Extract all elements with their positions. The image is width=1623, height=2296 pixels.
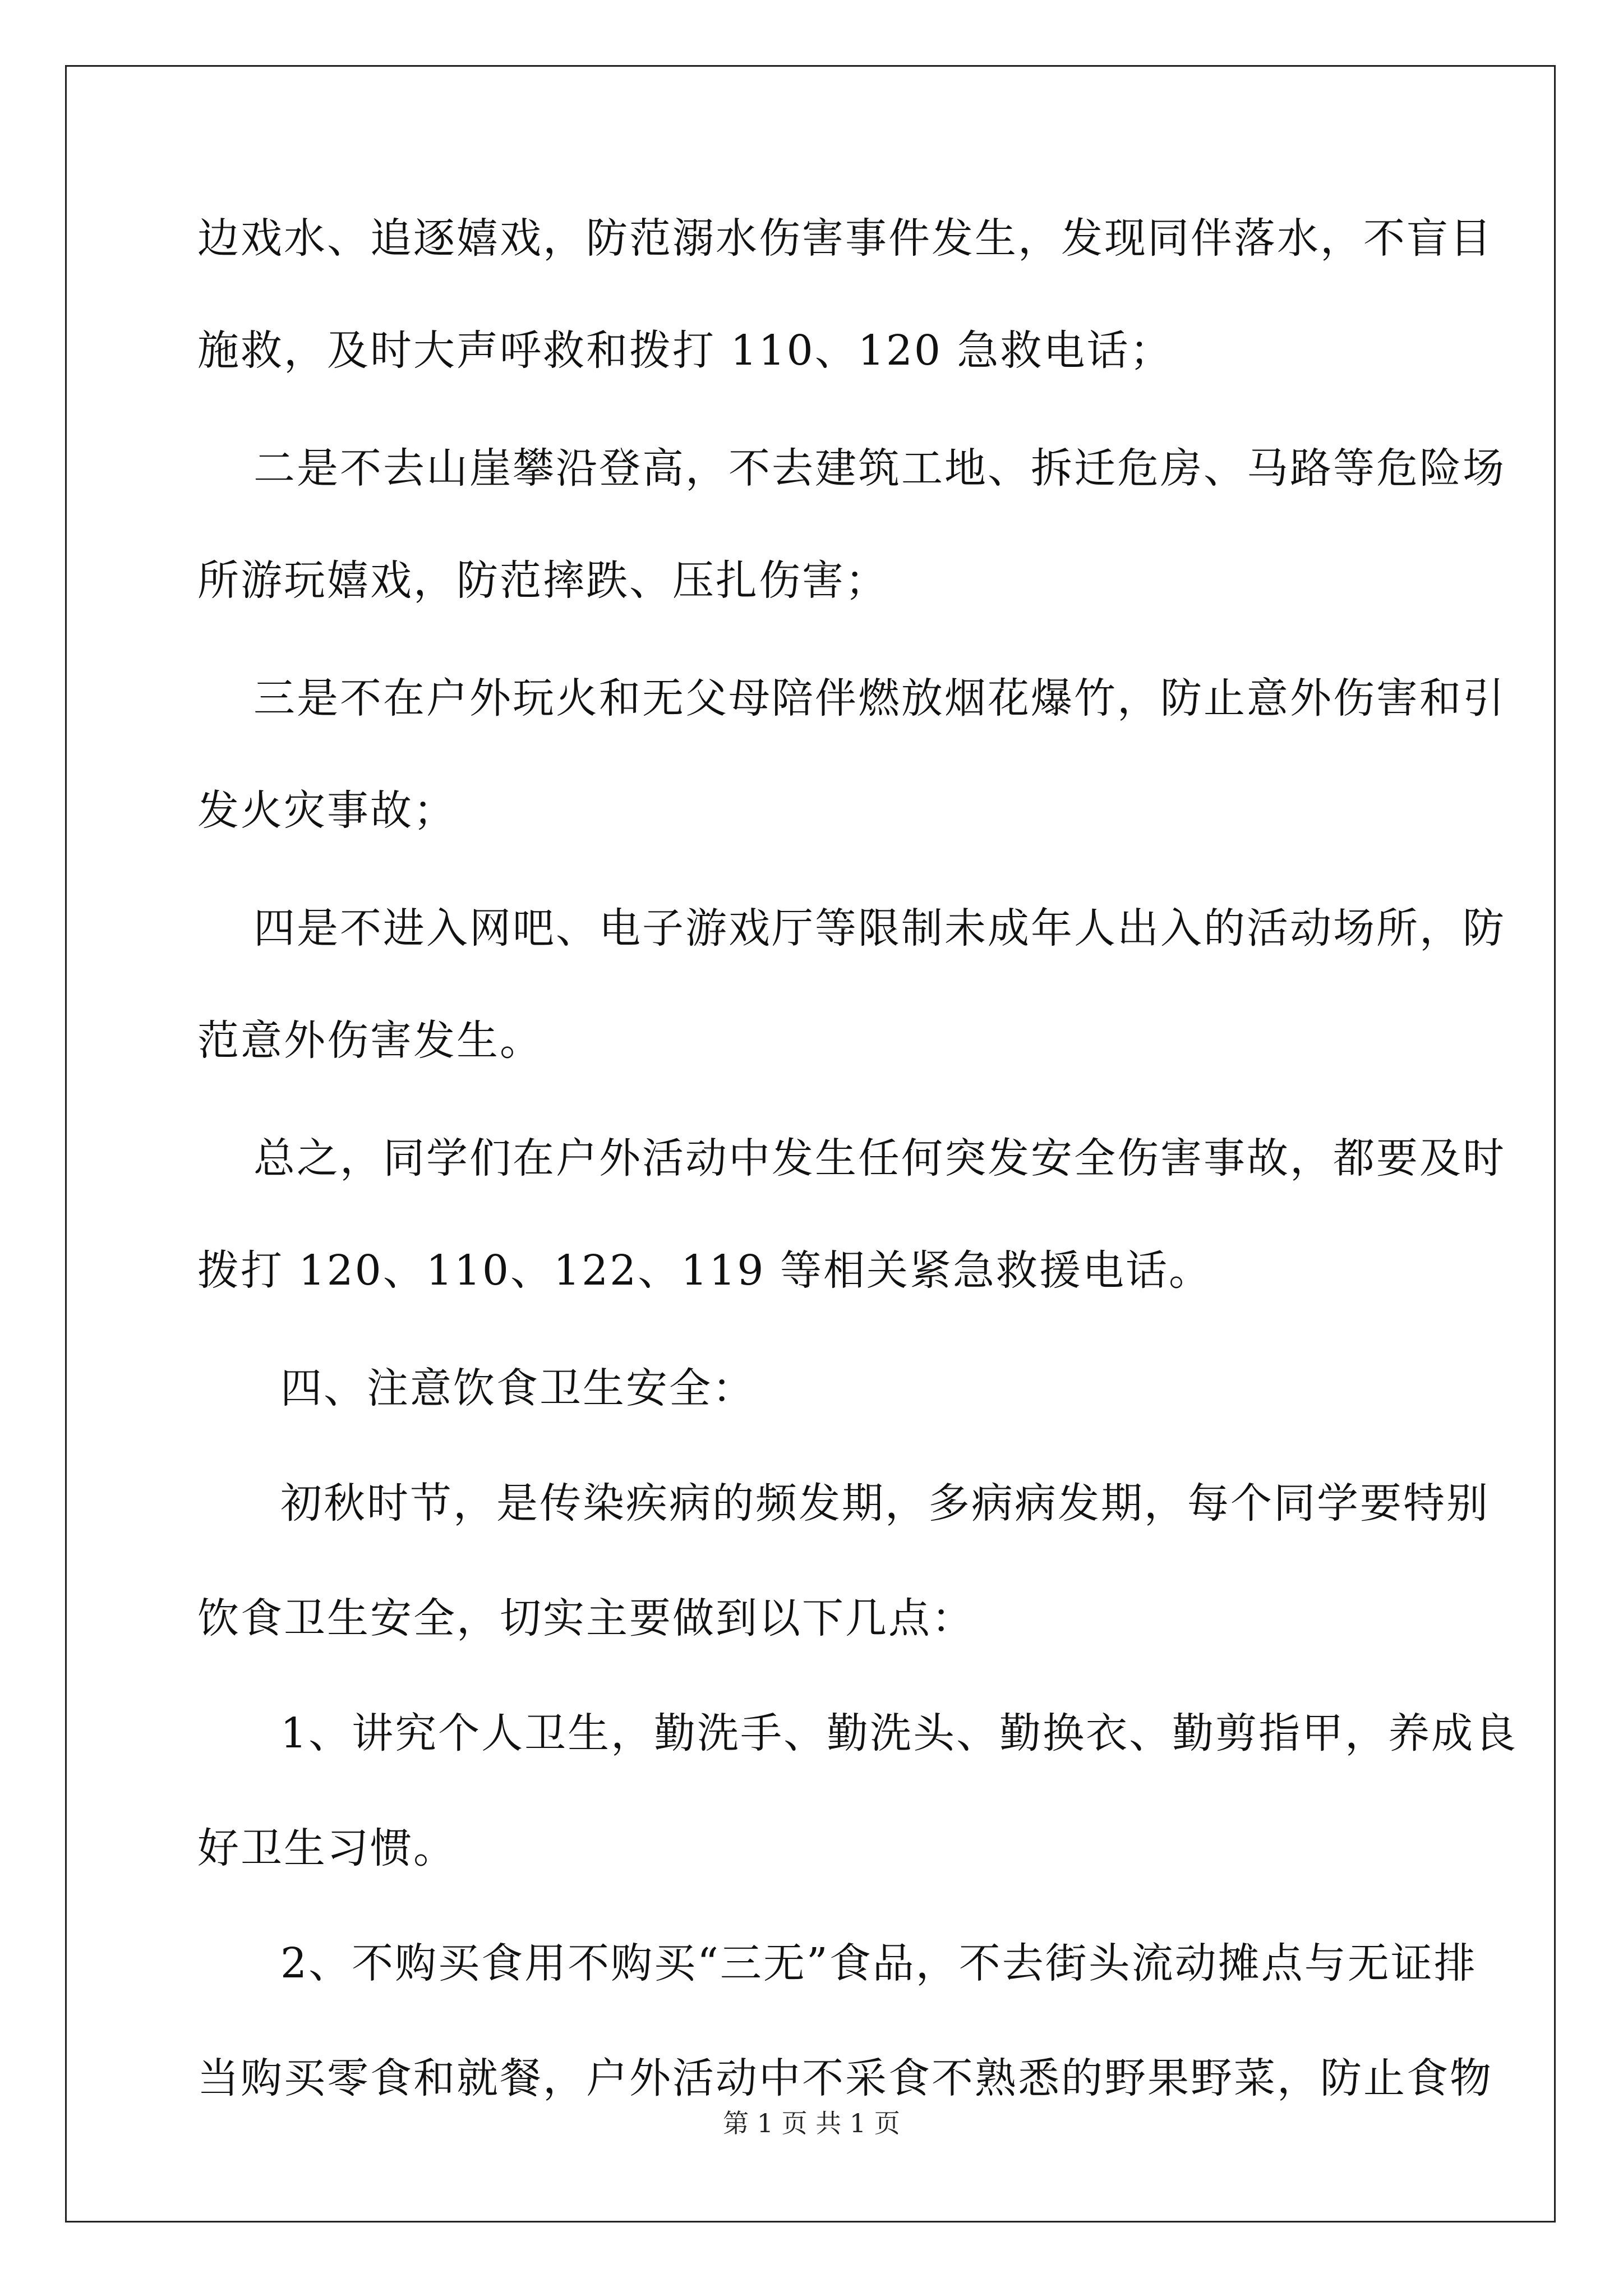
text-line: 所游玩嬉戏，防范摔跌、压扎伤害； [197, 556, 888, 605]
text-line: 三是不在户外玩火和无父母陪伴燃放烟花爆竹，防止意外伤害和引 [253, 674, 1506, 723]
text-line: 1、讲究个人卫生，勤洗手、勤洗头、勤换衣、勤剪指甲，养成良 [280, 1709, 1518, 1757]
text-line: 施救，及时大声呼救和拨打 110、120 急救电话； [197, 326, 1173, 375]
text-line: 拨打 120、110、122、119 等相关紧急救援电话。 [197, 1246, 1212, 1295]
section-heading: 四、注意饮食卫生安全： [280, 1364, 755, 1412]
text-line: 好卫生习惯。 [197, 1824, 457, 1872]
text-line: 四是不进入网吧、电子游戏厅等限制未成年人出入的活动场所，防 [253, 904, 1506, 953]
text-line: 边戏水、追逐嬉戏，防范溺水伤害事件发生，发现同伴落水，不盲目 [197, 214, 1493, 263]
text-line: 2、不购买食用不购买“三无”食品，不去街头流动摊点与无证排 [280, 1939, 1477, 1987]
text-line: 当购买零食和就餐，户外活动中不采食不熟悉的野果野菜，防止食物 [197, 2054, 1493, 2102]
text-line: 二是不去山崖攀沿登高，不去建筑工地、拆迁危房、马路等危险场 [253, 444, 1506, 493]
page-number: 第 1 页 共 1 页 [723, 2108, 900, 2138]
text-line: 发火灾事故； [197, 786, 457, 835]
text-line: 饮食卫生安全，切实主要做到以下几点： [197, 1594, 975, 1642]
text-line: 范意外伤害发生。 [197, 1016, 543, 1065]
text-line: 初秋时节，是传染疾病的频发期，多病病发期，每个同学要特别 [280, 1479, 1490, 1527]
text-line: 总之，同学们在户外活动中发生任何突发安全伤害事故，都要及时 [253, 1134, 1506, 1182]
